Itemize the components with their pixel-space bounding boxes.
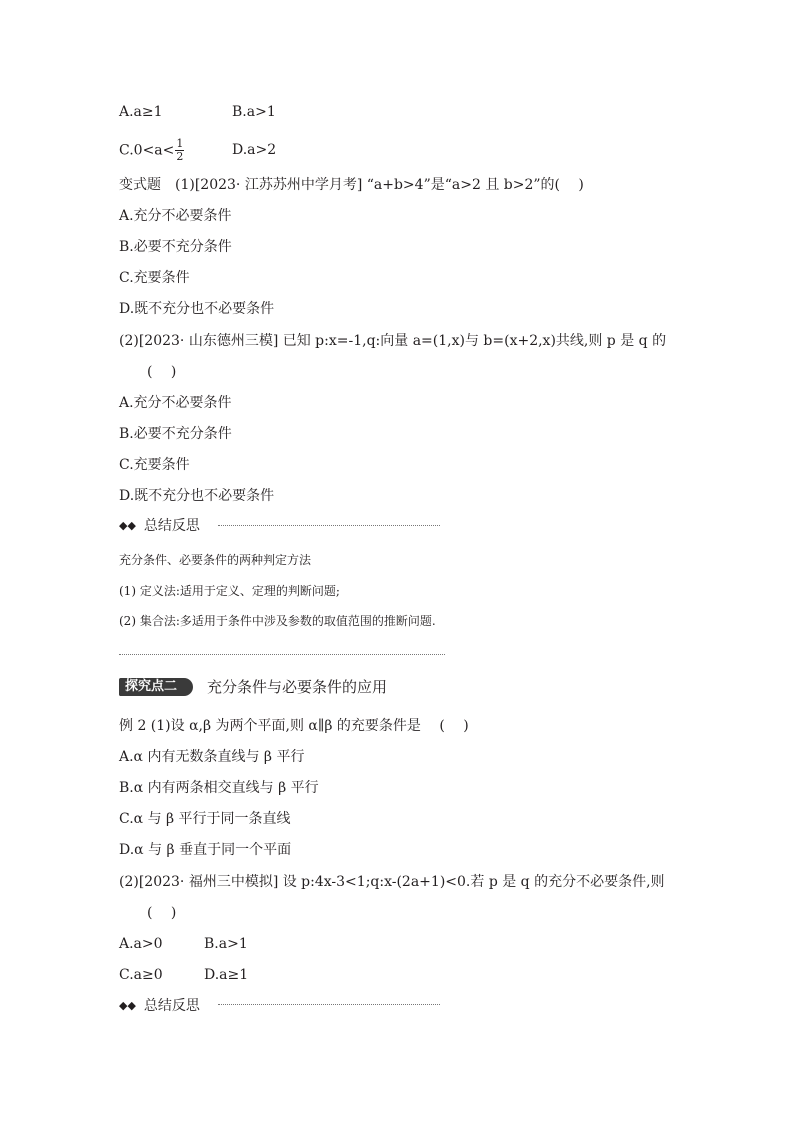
variant-q1-option: A.充分不必要条件 [119, 208, 232, 224]
example-2-question-1: 例 2 (1)设 α,β 为两个平面,则 α∥β 的充要条件是 ( ) [119, 718, 469, 734]
summary-heading-label: 总结反思 [143, 518, 200, 534]
example-2-q1-option: C.α 与 β 平行于同一条直线 [119, 811, 291, 827]
variant-q2-option: B.必要不充分条件 [119, 426, 232, 442]
variant-q1-option: D.既不充分也不必要条件 [119, 301, 275, 317]
example-2-q2-option-c: C.a≥0 [119, 967, 163, 983]
section-badge: 探究点二 [119, 678, 193, 696]
option-a: A.a≥1 [119, 104, 163, 120]
option-c [119, 138, 184, 163]
option-c-prefix: C.0<a< [119, 142, 175, 159]
example-2-q1-option: D.α 与 β 垂直于同一个平面 [119, 842, 292, 858]
section-title: 充分条件与必要条件的应用 [207, 678, 388, 696]
fraction-numerator: 1 [176, 137, 184, 150]
variant-q2-option: A.充分不必要条件 [119, 395, 232, 411]
variant-question-2: (2)[2023· 山东德州三模] 已知 p:x=-1,q:向量 a=(1,x)与 b=(x+2,x)共线,则 p 是 q 的 [119, 333, 667, 349]
variant-q1-option: C.充要条件 [119, 270, 190, 286]
diamond-icon: ◆◆ [119, 519, 136, 532]
option-d: D.a>2 [232, 142, 277, 158]
example-2-q2-option-d: D.a≥1 [204, 967, 249, 983]
diamond-icon: ◆◆ [119, 999, 136, 1012]
variant-question-1: 变式题 (1)[2023· 江苏苏州中学月考] “a+b>4”是“a>2 且 b>2”的( ) [119, 177, 584, 193]
example-2-question-2: (2)[2023· 福州三中模拟] 设 p:4x-3<1;q:x-(2a+1)<0.若 p 是 q 的充分不必要条件,则 [119, 874, 665, 890]
summary-heading-label: 总结反思 [143, 998, 200, 1014]
variant-q1-option: B.必要不充分条件 [119, 239, 232, 255]
summary-heading [119, 516, 200, 536]
fraction-denominator: 2 [176, 150, 184, 163]
summary-heading [119, 996, 200, 1016]
dotted-divider [218, 1004, 440, 1005]
dotted-divider [119, 654, 445, 655]
dotted-divider [218, 525, 440, 526]
example-2-question-2-bracket: ( ) [147, 905, 177, 921]
section-heading [119, 677, 387, 697]
summary-line: (1) 定义法:适用于定义、定理的判断问题; [119, 584, 340, 598]
example-2-q2-option-b: B.a>1 [204, 936, 248, 952]
variant-q2-option: C.充要条件 [119, 457, 190, 473]
summary-line: 充分条件、必要条件的两种判定方法 [119, 553, 312, 567]
summary-line: (2) 集合法:多适用于条件中涉及参数的取值范围的推断问题. [119, 614, 436, 628]
example-2-q1-option: B.α 内有两条相交直线与 β 平行 [119, 780, 319, 796]
example-2-q2-option-a: A.a>0 [119, 936, 163, 952]
variant-q2-option: D.既不充分也不必要条件 [119, 488, 275, 504]
fraction [175, 138, 184, 163]
example-2-q1-option: A.α 内有无数条直线与 β 平行 [119, 749, 305, 765]
variant-question-2-bracket: ( ) [147, 364, 177, 380]
option-b: B.a>1 [232, 104, 276, 120]
